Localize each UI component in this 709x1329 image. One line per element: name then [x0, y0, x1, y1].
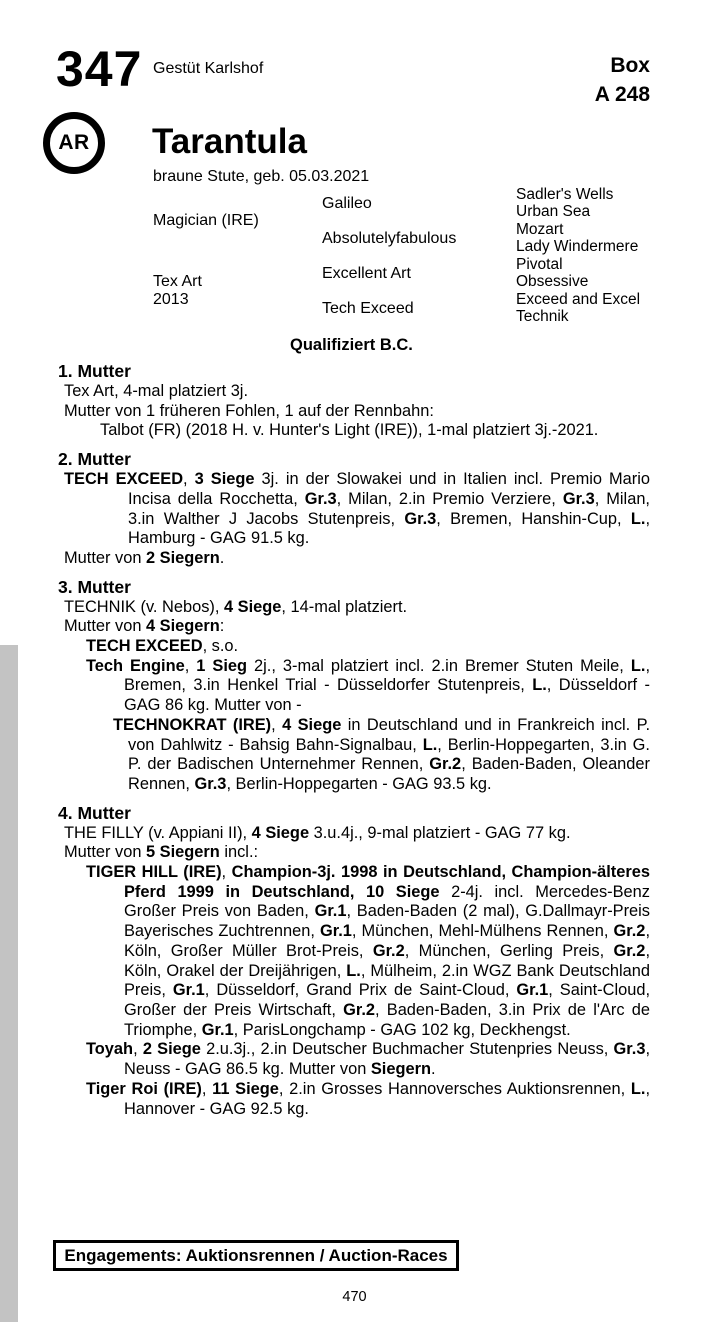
pedigree-paragraph: Mutter von 1 früheren Fohlen, 1 auf der Rennbahn:: [64, 401, 434, 420]
brand-text: AR: [58, 131, 90, 154]
pedigree-paragraph: Tex Art, 4-mal platziert 3j.: [64, 382, 249, 400]
box-number: A 248: [594, 83, 650, 106]
great-grandparent-cell: [516, 221, 650, 256]
great-grandparent-name: Exceed and Excel: [516, 291, 641, 308]
pedigree-table: [153, 186, 650, 326]
consignor-name: Gestüt Karlshof: [153, 60, 264, 77]
great-grandparent-name: Mozart: [516, 221, 564, 238]
pedigree-paragraph: TECHNIK (v. Nebos), 4 Siege, 14-mal platziert.: [64, 597, 408, 616]
dam-cell: [153, 256, 322, 326]
qualification-note: Qualifiziert B.C.: [290, 336, 413, 354]
grandparent-cell: [322, 221, 516, 256]
page-number: 470: [342, 1289, 367, 1305]
catalog-number: 347: [56, 41, 143, 97]
pedigree-paragraph: Mutter von 5 Siegern incl.:: [64, 843, 259, 862]
pedigree-paragraph: TECHNOKRAT (IRE), 4 Siege in Deutschland und in Frankreich incl. P. von Dahlwitz - Bahsig Bahn-Signalbau, L., Berlin-Hoppegarten, 3.in G. P. der Badischen Unternehmer Rennen, Gr.2, Baden-Baden, Oleander Rennen, Gr.3, Berlin-Hoppegarten - GAG 93.5 kg.: [113, 715, 650, 793]
horse-details: braune Stute, geb. 05.03.2021: [153, 168, 370, 185]
engagements-label: Engagements: Auktionsrennen / Auction-Races: [64, 1245, 448, 1265]
pedigree-paragraph: Mutter von 4 Siegern:: [64, 617, 225, 636]
pedigree-paragraph: Talbot (FR) (2018 H. v. Hunter's Light (IRE)), 1-mal platziert 3j.-2021.: [100, 421, 599, 440]
pedigree-paragraph: TECH EXCEED, s.o.: [86, 637, 239, 656]
horse-name: Tarantula: [152, 122, 307, 161]
great-grandparent-name: Sadler's Wells: [516, 186, 614, 203]
pedigree-paragraph: TIGER HILL (IRE), Champion-3j. 1998 in Deutschland, Champion-älteres Pferd 1999 in Deutschland, 10 Siege 2-4j. incl. Mercedes-Benz Großer Preis von Baden, Gr.1, Baden-Baden (2 mal), G.Dallmayr-Preis Bayerisches Zuchtrennen, Gr.1, München, Mehl-Mülhens Rennen, Gr.2, Köln, Großer Müller Brot-Preis, Gr.2, München, Gerling Preis, Gr.2, Köln, Orakel der Dreijährigen, L., Mülheim, 2.in WGZ Bank Deutschland Preis, Gr.1, Düsseldorf, Grand Prix de Saint-Cloud, Gr.1, Saint-Cloud, Großer der Preis Wirtschaft, Gr.2, Baden-Baden, 3.in Prix de l'Arc de Triomphe, Gr.1, ParisLongchamp - GAG 102 kg, Deckhengst.: [86, 863, 650, 1039]
great-grandparent-name: Lady Windermere: [516, 237, 639, 255]
great-grandparent-cell: [516, 291, 650, 326]
dam-line-text: [0, 353, 709, 1119]
great-grandparent-name: Technik: [516, 307, 569, 325]
section-title: 4. Mutter: [58, 802, 131, 823]
great-grandparent-cell: [516, 256, 650, 291]
section-title: 3. Mutter: [58, 576, 131, 597]
grandparent-name: Galileo: [322, 194, 372, 212]
pedigree-paragraph: Toyah, 2 Siege 2.u.3j., 2.in Deutscher Buchmacher Stutenpries Neuss, Gr.3, Neuss - GAG 86.5 kg. Mutter von Siegern.: [86, 1040, 651, 1079]
grandparent-name: Absolutelyfabulous: [322, 229, 457, 247]
pedigree-paragraph: Tech Engine, 1 Sieg 2j., 3-mal platziert incl. 2.in Bremer Stuten Meile, L., Bremen, 3.in Henkel Trial - Düsseldorfer Stutenpreis, L., Düsseldorf - GAG 86 kg. Mutter von -: [86, 656, 650, 715]
pedigree-paragraph: TECH EXCEED, 3 Siege 3j. in der Slowakei und in Italien incl. Premio Mario Incisa della Rocchetta, Gr.3, Milan, 2.in Premio Verziere, Gr.3, Milan, 3.in Walther J Jacobs Stutenpreis, Gr.3, Bremen, Hanshin-Cup, L., Hamburg - GAG 91.5 kg.: [64, 470, 650, 548]
pedigree-paragraph: Mutter von 2 Siegern.: [64, 548, 225, 567]
great-grandparent-cell: [516, 186, 650, 221]
pedigree-paragraph: THE FILLY (v. Appiani II), 4 Siege 3.u.4j., 9-mal platziert - GAG 77 kg.: [64, 823, 571, 842]
sire-name: Magician (IRE): [153, 212, 259, 229]
sire-cell: [153, 186, 322, 256]
dam-section-4: [60, 803, 650, 1120]
great-grandparent-name: Urban Sea: [516, 202, 591, 220]
breeder-brand-logo: [43, 112, 105, 174]
box-label: Box: [610, 54, 650, 77]
great-grandparent-name: Obsessive: [516, 272, 589, 290]
pedigree-paragraph: Tiger Roi (IRE), 11 Siege, 2.in Grosses Hannoversches Auktionsrennen, L., Hannover - GAG 92.5 kg.: [86, 1079, 650, 1118]
section-title: 1. Mutter: [58, 361, 131, 381]
engagements-box: [53, 1240, 459, 1271]
dam-section-2: [60, 449, 650, 569]
grandparent-name: Excellent Art: [322, 264, 411, 282]
dam-year: 2013: [153, 291, 189, 308]
grandparent-name: Tech Exceed: [322, 299, 414, 317]
section-title: 2. Mutter: [58, 449, 131, 470]
dam-section-1: [60, 361, 650, 441]
dam-name: Tex Art: [153, 273, 202, 290]
grandparent-cell: [322, 186, 516, 221]
box-assignment: [595, 51, 650, 109]
dam-section-3: [60, 577, 650, 795]
grandparent-cell: [322, 256, 516, 291]
great-grandparent-name: Pivotal: [516, 256, 563, 273]
grandparent-cell: [322, 291, 516, 326]
